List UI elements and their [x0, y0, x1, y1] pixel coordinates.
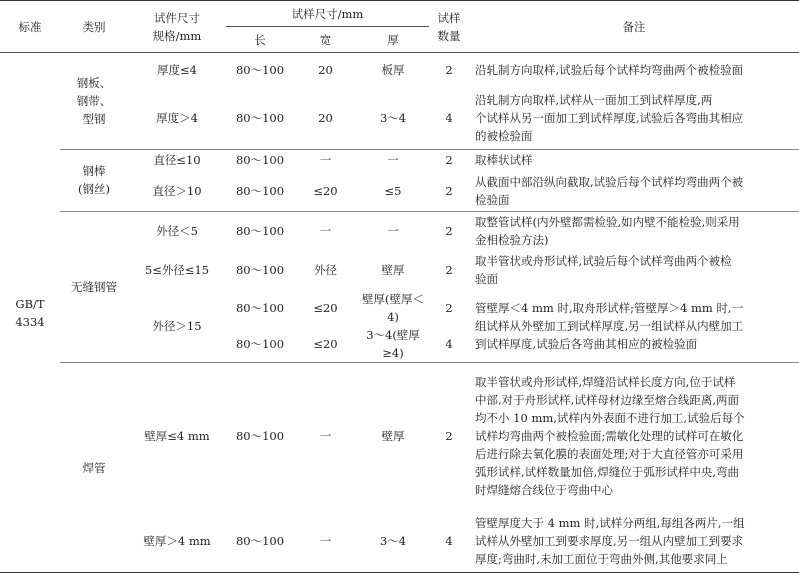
- spec-cell: 厚度＞4: [156, 110, 198, 125]
- note-line: 厚度;弯曲时,未加工面位于弯曲外侧,其他要求同上: [475, 551, 728, 566]
- header-notes: 备注: [469, 1, 799, 53]
- length-cell: 80～100: [235, 63, 285, 78]
- length-cell: 80～100: [235, 533, 285, 548]
- note-line: 后进行除去氧化膜的表面处理;对于大直径管亦可采用: [475, 447, 744, 462]
- note-line: 取整管试样(内外壁都需检验,如内壁不能检验,则采用: [475, 214, 740, 229]
- header-spec-line: 试件尺寸: [154, 10, 200, 25]
- width-cell: 一: [319, 533, 332, 548]
- spec-cell: 壁厚＞4 mm: [143, 533, 211, 548]
- category-line: 型钢: [82, 111, 106, 126]
- count-cell: 4: [445, 533, 453, 548]
- spec-cell: 外径＞15: [152, 318, 202, 333]
- count-cell: 2: [445, 184, 453, 199]
- thickness-cell: 3～4: [379, 533, 407, 548]
- category-line: 钢板、: [76, 75, 112, 90]
- category-plate: [60, 53, 128, 149]
- header-length: 长: [226, 27, 294, 53]
- count-cell: 2: [445, 223, 453, 238]
- standard-line: 4334: [15, 314, 45, 329]
- note-cell: [469, 87, 799, 149]
- header-count-line: 试样: [437, 10, 461, 25]
- note-cell: [469, 149, 799, 171]
- category-line: 钢带、: [76, 93, 112, 108]
- width-cell: 一: [319, 429, 332, 444]
- note-line: 弧形试样,试样数量加倍,焊缝位于弧形试样中央,弯曲: [475, 465, 739, 480]
- header-width: 宽: [294, 27, 357, 53]
- note-cell: [469, 363, 799, 510]
- spec-cell: 壁厚≤4 mm: [144, 429, 210, 444]
- header-spec-line: 规格/mm: [152, 28, 202, 43]
- category-line: 焊管: [82, 460, 106, 475]
- note-line: 验面: [475, 271, 499, 286]
- category-welded-tube: [60, 363, 128, 573]
- note-line: 时焊缝熔合线位于弯曲中心: [475, 483, 614, 498]
- header-count-line: 数量: [437, 28, 461, 43]
- thickness-cell: 3～4(壁厚≥4): [366, 327, 420, 360]
- note-line: 沿轧制方向取样,试验后每个试样均弯曲两个被检验面: [475, 63, 744, 78]
- note-cell: [469, 211, 799, 249]
- spec-cell: 直径＞10: [152, 184, 202, 199]
- note-cell: [469, 509, 799, 572]
- thickness-cell: ≤5: [384, 184, 402, 199]
- note-line: 中部,对于舟形试样,试样母材边缘至熔合线距离,两面: [475, 393, 739, 408]
- note-line: 组试样从外壁加工到试样厚度,另一组试样从内壁加工: [475, 318, 744, 333]
- thickness-cell: 一: [387, 223, 399, 238]
- spec-cell: 5≤外径≤15: [144, 262, 210, 277]
- count-cell: 2: [445, 262, 453, 277]
- length-cell: 80～100: [235, 336, 285, 351]
- spec-cell: 厚度≤4: [157, 63, 197, 78]
- count-cell: 2: [445, 300, 453, 315]
- note-line: 管壁厚度大于 4 mm 时,试样分两组,每组各两片,一组: [475, 515, 745, 530]
- count-cell: 4: [445, 110, 453, 125]
- thickness-cell: 一: [387, 153, 399, 168]
- note-line: 均不小 10 mm,试样内外表面不进行加工,试验后每个: [475, 411, 745, 426]
- note-line: 取半管状或舟形试样,焊缝沿试样长度方向,位于试样: [475, 375, 736, 390]
- note-line: 金相检验方法): [475, 232, 549, 247]
- thickness-cell: 壁厚(壁厚＜4): [362, 291, 424, 324]
- header-category: 类别: [60, 1, 128, 53]
- count-cell: 4: [445, 336, 453, 351]
- header-size: 试样尺寸/mm: [226, 1, 429, 27]
- width-cell: 20: [318, 63, 333, 78]
- width-cell: 外径: [314, 262, 337, 277]
- thickness-cell: 壁厚: [381, 429, 405, 444]
- length-cell: 80～100: [235, 184, 285, 199]
- category-line: 钢棒: [82, 164, 106, 179]
- header-standard: 标准: [0, 1, 60, 53]
- length-cell: 80～100: [235, 429, 285, 444]
- note-line: 的被检验面: [475, 128, 533, 143]
- header-spec: [128, 1, 226, 53]
- length-cell: 80～100: [235, 110, 285, 125]
- width-cell: ≤20: [313, 336, 338, 351]
- note-line: 试样均弯曲两个被检验面;需敏化处理的试样可在敏化: [475, 429, 744, 444]
- count-cell: 2: [445, 63, 453, 78]
- note-cell: [469, 290, 799, 363]
- note-line: 到试样厚度,试验后各弯曲其相应的被检验面: [475, 336, 698, 351]
- count-cell: 2: [445, 153, 453, 168]
- note-line: 试样从外壁加工到要求厚度,另一组从内壁加工到要求: [475, 533, 744, 548]
- thickness-cell: 板厚: [381, 63, 405, 78]
- length-cell: 80～100: [235, 300, 285, 315]
- note-cell: [469, 53, 799, 87]
- length-cell: 80～100: [235, 223, 285, 238]
- note-cell: [469, 171, 799, 211]
- note-cell: [469, 250, 799, 290]
- note-line: 沿轧制方向取样,试样从一面加工到试样厚度,两: [475, 92, 713, 107]
- category-bar: [60, 149, 128, 211]
- category-line: (钢丝): [78, 182, 110, 197]
- note-line: 取半管状或舟形试样,试验后每个试样弯曲两个被检: [475, 253, 732, 268]
- note-line: 检验面: [475, 193, 510, 208]
- note-line: 取棒状试样: [475, 153, 533, 168]
- header-count: [429, 1, 469, 53]
- spec-cell: 直径≤10: [153, 153, 201, 168]
- thickness-cell: 壁厚: [381, 262, 405, 277]
- width-cell: ≤20: [313, 300, 338, 315]
- note-line: 从截面中部沿纵向截取,试验后每个试样均弯曲两个被: [475, 175, 744, 190]
- category-line: 无缝钢管: [71, 279, 117, 294]
- width-cell: 一: [319, 153, 332, 168]
- header-thickness: 厚: [357, 27, 429, 53]
- width-cell: 20: [318, 110, 333, 125]
- note-line: 管壁厚＜4 mm 时,取舟形试样;管壁厚＞4 mm 时,一: [475, 300, 744, 315]
- standard-line: GB/T: [15, 296, 45, 311]
- count-cell: 2: [445, 429, 453, 444]
- length-cell: 80～100: [235, 262, 285, 277]
- note-line: 个试样从另一面加工到试样厚度,试验后各弯曲其相应: [475, 110, 744, 125]
- category-seamless-tube: [60, 211, 128, 362]
- width-cell: ≤20: [313, 184, 338, 199]
- width-cell: 一: [319, 223, 332, 238]
- spec-cell: 外径＜5: [156, 223, 198, 238]
- length-cell: 80～100: [235, 153, 285, 168]
- standard-cell: [0, 53, 60, 573]
- thickness-cell: 3～4: [379, 110, 407, 125]
